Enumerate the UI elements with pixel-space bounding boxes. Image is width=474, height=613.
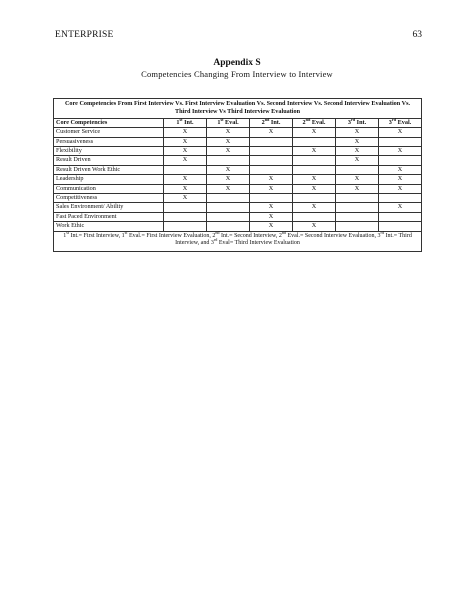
interview-mark-cell: X <box>207 147 250 156</box>
interview-mark-cell: X <box>336 147 379 156</box>
competency-name: Flexibility <box>54 147 164 156</box>
interview-mark-cell: X <box>207 165 250 174</box>
appendix-title: Appendix S <box>213 58 261 68</box>
table-row <box>54 128 422 137</box>
interview-mark-cell: X <box>250 184 293 193</box>
interview-mark-cell: X <box>250 203 293 212</box>
interview-mark-cell: X <box>250 128 293 137</box>
table-row <box>54 147 422 156</box>
interview-mark-cell: X <box>379 165 422 174</box>
interview-mark-cell <box>379 194 422 203</box>
interview-mark-cell <box>250 194 293 203</box>
interview-mark-cell <box>250 156 293 165</box>
interview-mark-cell: X <box>336 128 379 137</box>
column-header-competency: Core Competencies <box>54 118 164 127</box>
competency-name: Customer Service <box>54 128 164 137</box>
interview-mark-cell: X <box>164 128 207 137</box>
interview-mark-cell <box>250 165 293 174</box>
interview-mark-cell <box>293 137 336 146</box>
table-row <box>54 175 422 184</box>
interview-mark-cell: X <box>207 137 250 146</box>
interview-mark-cell <box>293 212 336 221</box>
table-row <box>54 184 422 193</box>
table-title: Core Competencies From First Interview Vs. First Interview Evaluation Vs. Second Interview Vs. Second Interview Evaluation Vs. Third Interview Vs Third Interview Evaluation <box>54 99 422 119</box>
interview-mark-cell <box>336 194 379 203</box>
column-header-2: 1st Eval. <box>207 118 250 127</box>
competency-name: Result Driven Work Ethic <box>54 165 164 174</box>
interview-mark-cell <box>164 203 207 212</box>
appendix-subtitle: Competencies Changing From Interview to Interview <box>141 69 333 79</box>
interview-mark-cell <box>164 222 207 231</box>
table-row <box>54 156 422 165</box>
column-header-3: 2nd Int. <box>250 118 293 127</box>
column-header-1: 1st Int. <box>164 118 207 127</box>
interview-mark-cell: X <box>293 222 336 231</box>
interview-mark-cell: X <box>293 175 336 184</box>
interview-mark-cell <box>379 137 422 146</box>
interview-mark-cell: X <box>250 212 293 221</box>
competencies-table <box>53 98 422 252</box>
interview-mark-cell: X <box>293 184 336 193</box>
page-number: 63 <box>412 30 422 40</box>
table-row <box>54 222 422 231</box>
interview-mark-cell: X <box>379 184 422 193</box>
competency-name: Competitiveness <box>54 194 164 203</box>
interview-mark-cell <box>207 156 250 165</box>
interview-mark-cell <box>207 212 250 221</box>
interview-mark-cell: X <box>207 128 250 137</box>
table-footnote: 1st Int.= First Interview, 1st Eval.= First Interview Evaluation, 2nd Int.= Second Interview, 2nd Eval.= Second Interview Evaluation, 3rd Int.= Third Interview, and 3rd Eval= Third Interview Evaluation <box>54 231 422 251</box>
interview-mark-cell: X <box>293 147 336 156</box>
interview-mark-cell <box>207 194 250 203</box>
table-row <box>54 194 422 203</box>
interview-mark-cell: X <box>336 175 379 184</box>
interview-mark-cell <box>336 222 379 231</box>
interview-mark-cell: X <box>293 203 336 212</box>
interview-mark-cell: X <box>164 184 207 193</box>
interview-mark-cell: X <box>379 175 422 184</box>
interview-mark-cell: X <box>164 175 207 184</box>
table-row <box>54 212 422 221</box>
interview-mark-cell: X <box>379 128 422 137</box>
competency-name: Persuasiveness <box>54 137 164 146</box>
interview-mark-cell <box>379 212 422 221</box>
interview-mark-cell: X <box>164 137 207 146</box>
interview-mark-cell <box>379 222 422 231</box>
competency-name: Sales Environment/ Ability <box>54 203 164 212</box>
interview-mark-cell <box>250 147 293 156</box>
interview-mark-cell <box>164 212 207 221</box>
table-header-row <box>54 118 422 127</box>
competency-name: Result Driven <box>54 156 164 165</box>
interview-mark-cell <box>207 203 250 212</box>
interview-mark-cell <box>379 156 422 165</box>
competency-name: Leadership <box>54 175 164 184</box>
interview-mark-cell: X <box>164 194 207 203</box>
interview-mark-cell <box>336 165 379 174</box>
competency-name: Fast Paced Environment <box>54 212 164 221</box>
interview-mark-cell: X <box>336 184 379 193</box>
competency-name: Communication <box>54 184 164 193</box>
interview-mark-cell: X <box>207 184 250 193</box>
interview-mark-cell <box>293 156 336 165</box>
table-body <box>54 128 422 231</box>
interview-mark-cell: X <box>250 222 293 231</box>
interview-mark-cell <box>293 194 336 203</box>
interview-mark-cell: X <box>164 147 207 156</box>
interview-mark-cell: X <box>336 156 379 165</box>
interview-mark-cell: X <box>379 147 422 156</box>
interview-mark-cell <box>250 137 293 146</box>
column-header-6: 3rd Eval. <box>379 118 422 127</box>
column-header-4: 2nd Eval. <box>293 118 336 127</box>
interview-mark-cell: X <box>379 203 422 212</box>
table-row <box>54 203 422 212</box>
interview-mark-cell <box>164 165 207 174</box>
interview-mark-cell <box>293 165 336 174</box>
interview-mark-cell: X <box>336 137 379 146</box>
competencies-table-wrapper <box>53 98 421 252</box>
running-header: ENTERPRISE <box>55 30 114 40</box>
column-header-5: 3rd Int. <box>336 118 379 127</box>
interview-mark-cell <box>336 203 379 212</box>
table-row <box>54 165 422 174</box>
interview-mark-cell <box>336 212 379 221</box>
interview-mark-cell: X <box>293 128 336 137</box>
interview-mark-cell: X <box>250 175 293 184</box>
interview-mark-cell <box>207 222 250 231</box>
interview-mark-cell: X <box>207 175 250 184</box>
table-row <box>54 137 422 146</box>
competency-name: Work Ethic <box>54 222 164 231</box>
interview-mark-cell: X <box>164 156 207 165</box>
